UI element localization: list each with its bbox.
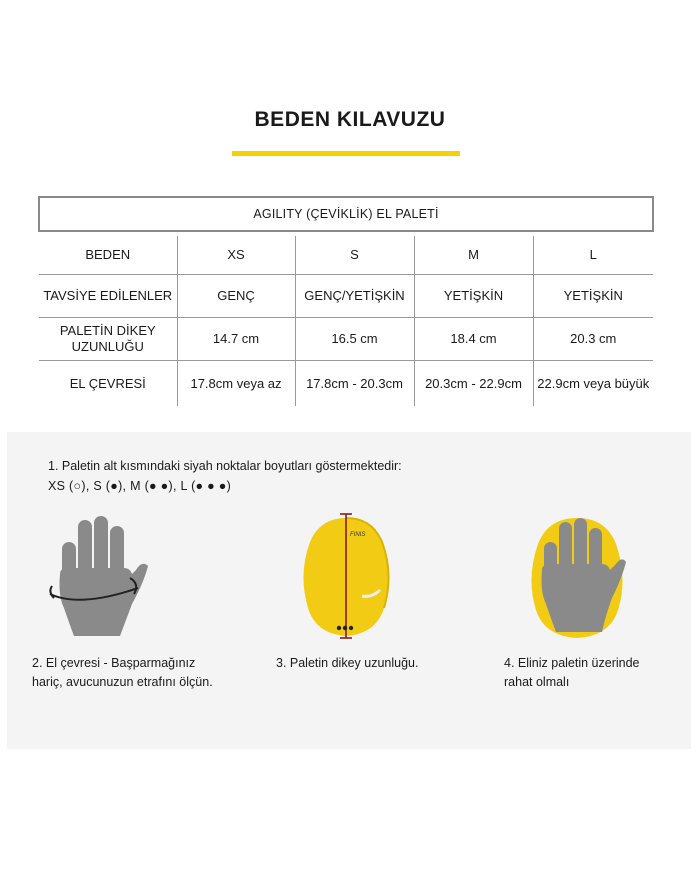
size-table [38, 196, 654, 406]
dots-sizes: XS (○), S (●), M (● ●), L (● ● ●) [48, 479, 232, 493]
row-header: PALETİN DİKEY UZUNLUĞU [39, 318, 177, 361]
page-title: BEDEN KILAVUZU [254, 108, 446, 131]
step-paddle-length: 3. Paletin dikey uzunluğu. [276, 656, 419, 670]
table-cell: 20.3 cm [533, 318, 653, 361]
row-header: TAVSİYE EDİLENLER [39, 275, 177, 318]
table-cell: M [414, 236, 533, 275]
row-header: EL ÇEVRESİ [69, 375, 146, 391]
table-cell: 17.8cm - 20.3cm [295, 361, 414, 407]
table-cell: XS [177, 236, 295, 275]
hand-measure-icon [40, 512, 150, 642]
table-cell: GENÇ/YETİŞKİN [295, 275, 414, 318]
dots-note: 1. Paletin alt kısmındaki siyah noktalar boyutları göstermektedir: [48, 459, 402, 473]
table-cell: 20.3cm - 22.9cm [414, 361, 533, 407]
table-row [39, 361, 653, 407]
table-cell: 14.7 cm [177, 318, 295, 361]
table-row [39, 318, 653, 361]
table-cell: 16.5 cm [295, 318, 414, 361]
row-header: BEDEN [39, 236, 177, 275]
table-cell: 18.4 cm [414, 318, 533, 361]
title-underline [232, 151, 460, 156]
paddle-length-icon [296, 512, 396, 640]
table-cell: 17.8cm veya az [177, 361, 295, 407]
table-caption: AGILITY (ÇEVİKLİK) EL PALETİ [39, 197, 653, 231]
hand-on-paddle-icon [522, 508, 632, 642]
svg-text:FINIS: FINIS [350, 532, 366, 538]
table-cell: L [533, 236, 653, 275]
table-row [39, 236, 653, 275]
table-cell: GENÇ [177, 275, 295, 318]
table-cell: 22.9cm veya büyük [533, 361, 653, 407]
table-cell: YETİŞKİN [533, 275, 653, 318]
step-hand-fit: 4. Eliniz paletin üzerinde rahat olmalı [504, 656, 640, 689]
table-row [39, 275, 653, 318]
table-cell: YETİŞKİN [414, 275, 533, 318]
table-cell: S [295, 236, 414, 275]
step-hand-circumference: 2. El çevresi - Başparmağınız hariç, avucunuzun etrafını ölçün. [32, 656, 213, 689]
